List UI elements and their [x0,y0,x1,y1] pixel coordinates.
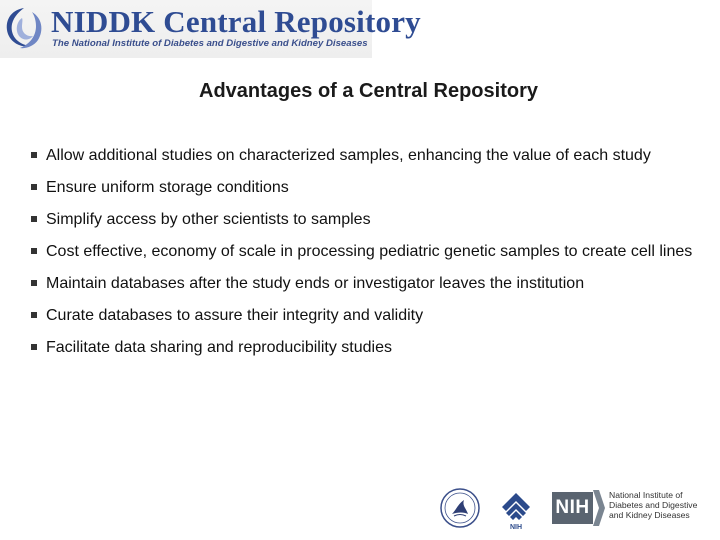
nih-mark-label: NIH [509,524,523,530]
footer-logos [440,488,716,532]
advantages-list [28,145,700,369]
square-bullet-icon [31,248,37,254]
list-item [28,241,700,262]
logo-subtitle: The National Institute of Diabetes and Digestive and Kidney Diseases [52,38,368,49]
institute-line: and Kidney Diseases [609,510,690,520]
square-bullet-icon [31,152,37,158]
list-item [28,273,700,294]
niddk-repository-logo [0,0,421,58]
list-item [28,145,700,166]
square-bullet-icon [31,312,37,318]
hhs-seal-icon [440,488,480,528]
nih-logo-icon [496,490,536,530]
niddk-swirl-icon [2,4,46,52]
bullet-text: Allow additional studies on characterized samples, enhancing the value of each study [46,147,651,164]
list-item [28,209,700,230]
institute-name [609,490,697,520]
bullet-text: Cost effective, economy of scale in processing pediatric genetic samples to create cell lines [46,243,693,260]
logo-title: NIDDK Central Repository [51,4,421,39]
bullet-text: Maintain databases after the study ends or investigator leaves the institution [46,275,585,292]
bullet-text: Curate databases to assure their integrity and validity [46,307,424,324]
bullet-text: Facilitate data sharing and reproducibility studies [46,339,392,356]
nih-chevron-icon [593,490,607,526]
institute-line: Diabetes and Digestive [609,500,698,510]
square-bullet-icon [31,184,37,190]
slide-title: Advantages of a Central Repository [199,80,538,102]
list-item [28,177,700,198]
square-bullet-icon [31,344,37,350]
list-item [28,337,700,358]
nih-box-logo: NIH [552,492,593,524]
bullet-text: Simplify access by other scientists to samples [46,211,371,228]
list-item [28,305,700,326]
bullet-text: Ensure uniform storage conditions [46,179,289,196]
square-bullet-icon [31,216,37,222]
institute-line: National Institute of [609,490,683,500]
square-bullet-icon [31,280,37,286]
